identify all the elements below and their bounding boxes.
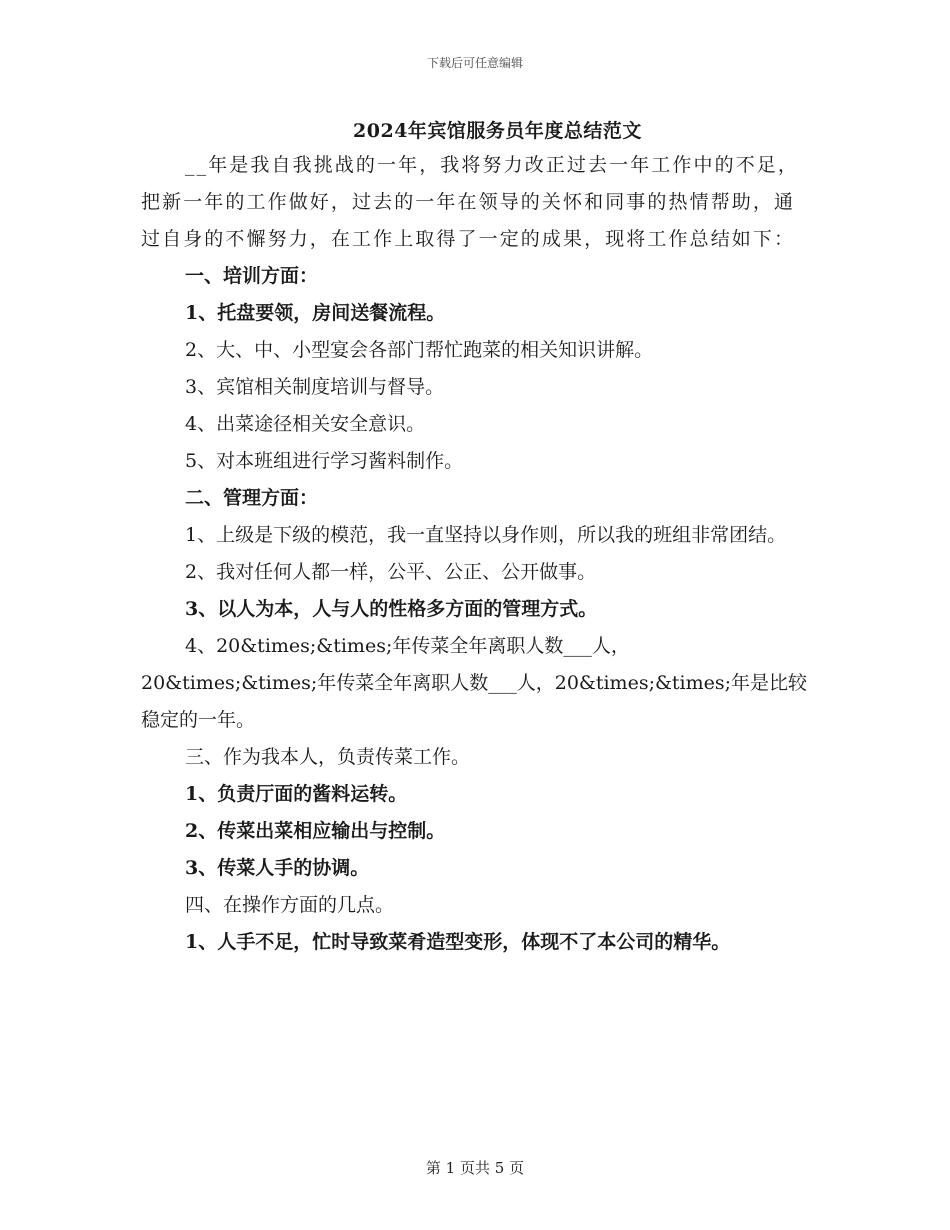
document-title: 2024年宾馆服务员年度总结范文 [353,120,642,142]
list-item: 1、负责厅面的酱料运转。 [185,783,408,805]
list-item: 4、20&times;&times;年传菜全年离职人数___人， [185,635,630,657]
section-heading-training: 一、培训方面： [185,265,319,287]
list-item: 1、托盘要领，房间送餐流程。 [185,302,446,324]
list-item: 1、上级是下级的模范，我一直坚持以身作则，所以我的班组非常团结。 [185,524,787,546]
list-item: 2、我对任何人都一样，公平、公正、公开做事。 [185,561,597,583]
header-note: 下载后可任意编辑 [426,56,523,70]
list-item: 4、出菜途径相关安全意识。 [185,413,426,435]
document-body [141,147,813,961]
list-item: 2、大、中、小型宴会各部门帮忙跑菜的相关知识讲解。 [185,339,654,361]
list-item: 1、人手不足，忙时导致菜肴造型变形，体现不了本公司的精华。 [185,931,731,953]
section-heading-personal: 三、作为我本人，负责传菜工作。 [185,746,471,768]
page-footer: 第 1 页共 5 页 [425,1159,525,1177]
list-item: 2、传菜出菜相应输出与控制。 [185,820,446,842]
section-heading-operations: 四、在操作方面的几点。 [185,894,395,916]
list-item: 3、宾馆相关制度培训与督导。 [185,376,445,398]
list-item: 3、以人为本，人与人的性格多方面的管理方式。 [185,598,598,620]
list-item-continuation: 20&times;&times;年传菜全年离职人数___人，20&times;&times;年是比较稳定的一年。 [141,672,808,731]
list-item: 3、传菜人手的协调。 [185,857,370,879]
list-item: 5、对本班组进行学习酱料制作。 [185,450,464,472]
paragraph-intro: __年是我自我挑战的一年，我将努力改正过去一年工作中的不足，把新一年的工作做好，过去的一年在领导的关怀和同事的热情帮助，通过自身的不懈努力，在工作上取得了一定的成果，现将工作总结如下： [141,154,800,250]
section-heading-management: 二、管理方面： [185,487,319,509]
